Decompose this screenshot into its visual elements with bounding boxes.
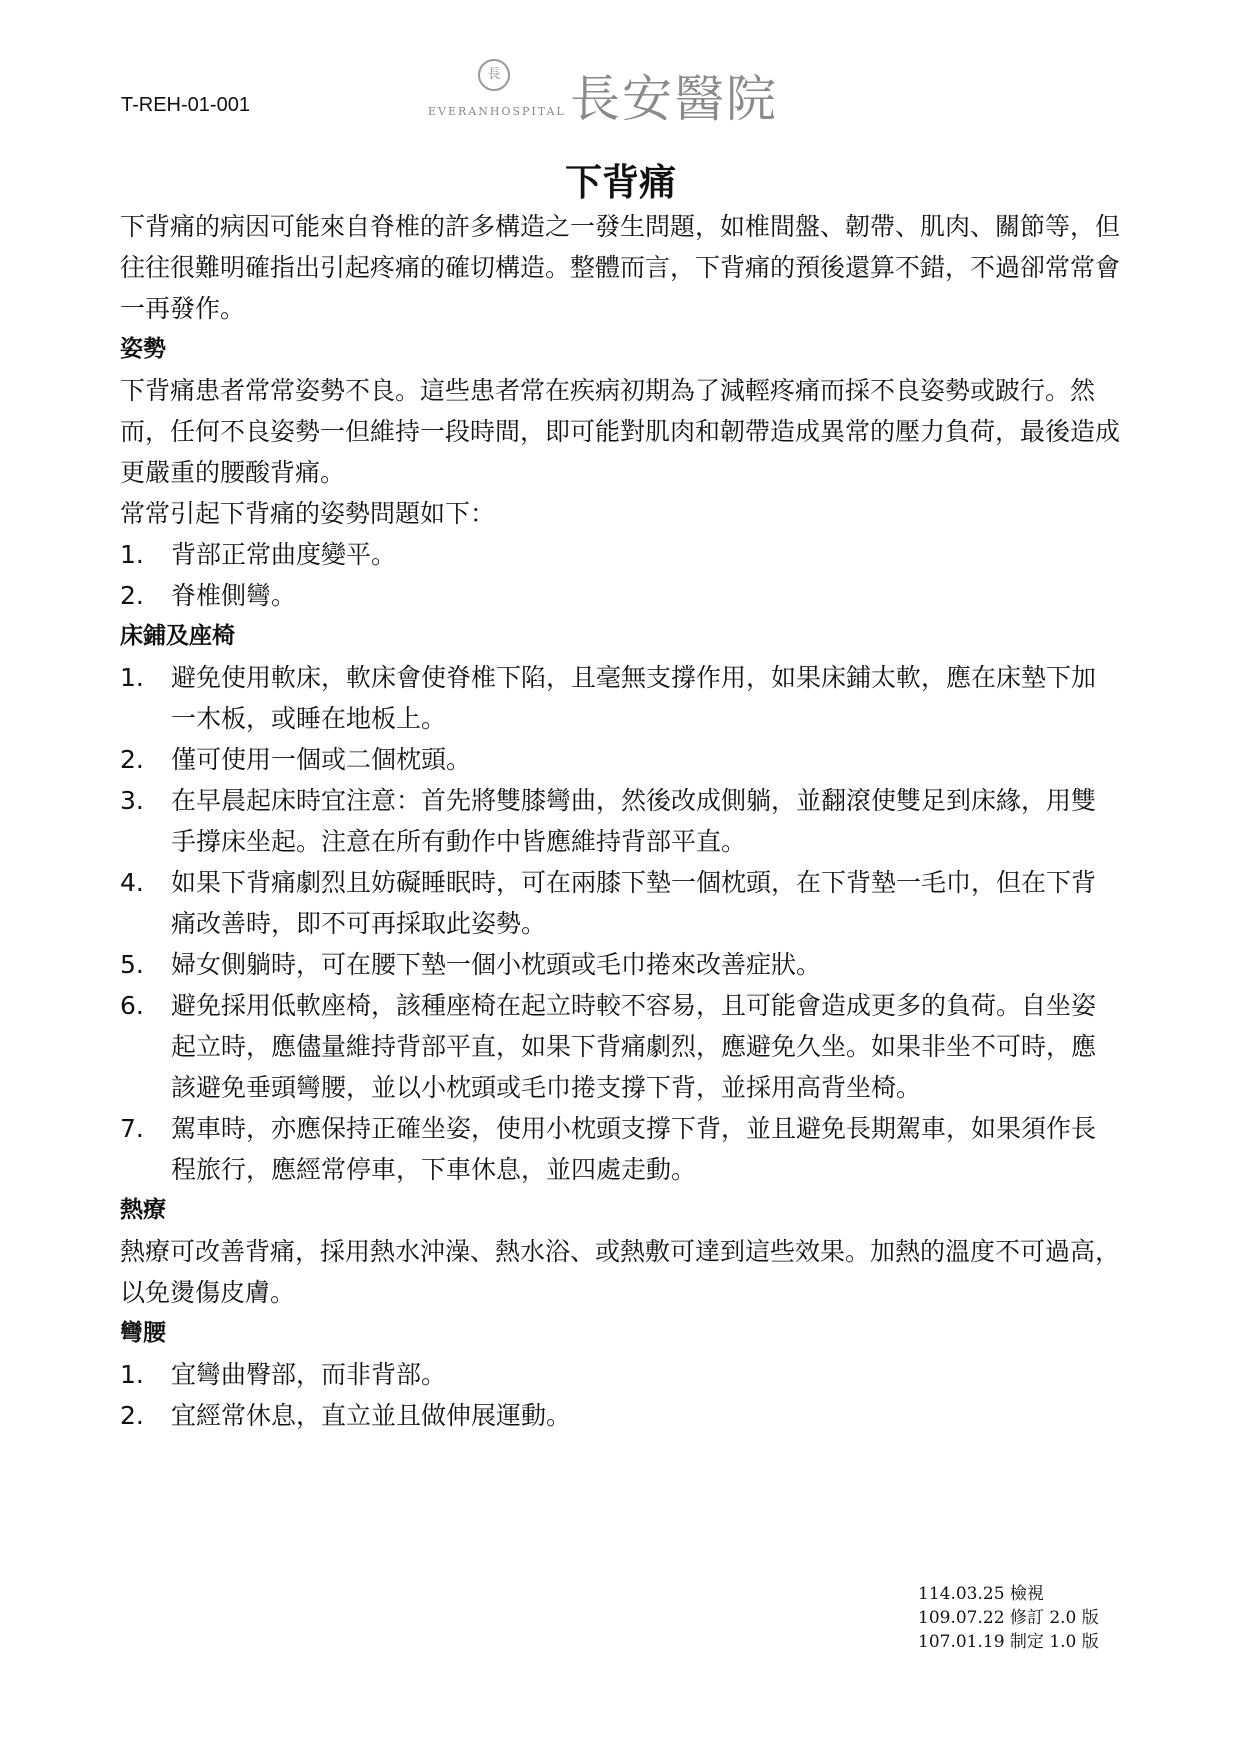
- list-item: [120, 575, 1130, 616]
- list-item: [120, 944, 1130, 985]
- list-text: 宜經常休息，直立並且做伸展運動。: [171, 1401, 572, 1430]
- section-heading-posture: 姿勢: [120, 336, 166, 362]
- bending-list: [120, 1354, 1130, 1436]
- revision-history: [918, 1582, 1099, 1654]
- hospital-emblem-icon: 長: [478, 59, 510, 91]
- list-text: 駕車時，亦應保持正確坐姿，使用小枕頭支撐下背，並且避免長期駕車，如果須作長程旅行，應經常停車，下車休息，並四處走動。: [171, 1114, 1097, 1184]
- posture-list: [120, 534, 1130, 616]
- list-number: 3.: [120, 786, 144, 815]
- list-text: 背部正常曲度變平。: [171, 540, 397, 569]
- list-number: 5.: [120, 950, 144, 979]
- section-heading-bed-chair: 床鋪及座椅: [120, 623, 235, 649]
- list-item: [120, 780, 1130, 862]
- hospital-logo: [428, 55, 848, 128]
- list-text: 避免採用低軟座椅，該種座椅在起立時較不容易，且可能會造成更多的負荷。自坐姿起立時，應儘量維持背部平直，如果下背痛劇烈，應避免久坐。如果非坐不可時，應該避免垂頭彎腰，並以小枕頭或毛巾捲支撐下背，並採用高背坐椅。: [171, 991, 1097, 1102]
- logo-chinese-name: 長安醫院: [570, 70, 778, 128]
- list-number: 4.: [120, 868, 144, 897]
- revision-line-review: 114.03.25 檢視: [918, 1584, 1044, 1604]
- list-item: [120, 534, 1130, 575]
- document-id: T-REH-01-001: [121, 94, 250, 116]
- posture-list-intro: 常常引起下背痛的姿勢問題如下：: [120, 499, 496, 528]
- list-text: 脊椎側彎。: [171, 581, 297, 610]
- list-number: 6.: [120, 991, 144, 1020]
- list-number: 1.: [120, 663, 144, 692]
- list-text: 如果下背痛劇烈且妨礙睡眠時，可在兩膝下墊一個枕頭，在下背墊一毛巾，但在下背痛改善時，即不可再採取此姿勢。: [171, 868, 1097, 938]
- list-item: [120, 1108, 1130, 1190]
- list-text: 婦女側躺時，可在腰下墊一個小枕頭或毛巾捲來改善症狀。: [171, 950, 822, 979]
- list-number: 2.: [120, 1401, 144, 1430]
- list-item: [120, 862, 1130, 944]
- list-item: [120, 1395, 1130, 1436]
- bed-chair-list: [120, 657, 1130, 1190]
- list-item: [120, 1354, 1130, 1395]
- revision-line-created: 107.01.19 制定 1.0 版: [918, 1632, 1099, 1652]
- list-item: [120, 985, 1130, 1108]
- list-number: 1.: [120, 540, 144, 569]
- section-heading-heat-therapy: 熱療: [120, 1197, 166, 1223]
- list-number: 2.: [120, 581, 144, 610]
- list-text: 宜彎曲臀部，而非背部。: [171, 1360, 447, 1389]
- list-item: [120, 739, 1130, 780]
- list-text: 避免使用軟床，軟床會使脊椎下陷，且毫無支撐作用，如果床鋪太軟，應在床墊下加一木板，或睡在地板上。: [171, 663, 1097, 733]
- document-body: [120, 206, 1130, 1436]
- list-number: 2.: [120, 745, 144, 774]
- list-number: 7.: [120, 1114, 144, 1143]
- revision-line-revised: 109.07.22 修訂 2.0 版: [918, 1608, 1099, 1628]
- list-text: 僅可使用一個或二個枕頭。: [171, 745, 472, 774]
- logo-english-name: EVERANHOSPITAL: [428, 105, 566, 118]
- posture-paragraph: 下背痛患者常常姿勢不良。這些患者常在疾病初期為了減輕疼痛而採不良姿勢或跛行。然而，任何不良姿勢一但維持一段時間，即可能對肌肉和韌帶造成異常的壓力負荷，最後造成更嚴重的腰酸背痛。: [120, 376, 1121, 487]
- list-text: 在早晨起床時宜注意：首先將雙膝彎曲，然後改成側躺，並翻滾使雙足到床緣，用雙手撐床坐起。注意在所有動作中皆應維持背部平直。: [171, 786, 1097, 856]
- list-item: [120, 657, 1130, 739]
- section-heading-bending: 彎腰: [120, 1320, 166, 1346]
- intro-paragraph: 下背痛的病因可能來自脊椎的許多構造之一發生問題，如椎間盤、韌帶、肌肉、關節等，但往往很難明確指出引起疼痛的確切構造。整體而言，下背痛的預後還算不錯，不過卻常常會一再發作。: [120, 212, 1121, 323]
- list-number: 1.: [120, 1360, 144, 1389]
- page-title: 下背痛: [565, 161, 676, 204]
- heat-therapy-paragraph: 熱療可改善背痛，採用熱水沖澡、熱水浴、或熱敷可達到這些效果。加熱的溫度不可過高，以免燙傷皮膚。: [120, 1237, 1121, 1307]
